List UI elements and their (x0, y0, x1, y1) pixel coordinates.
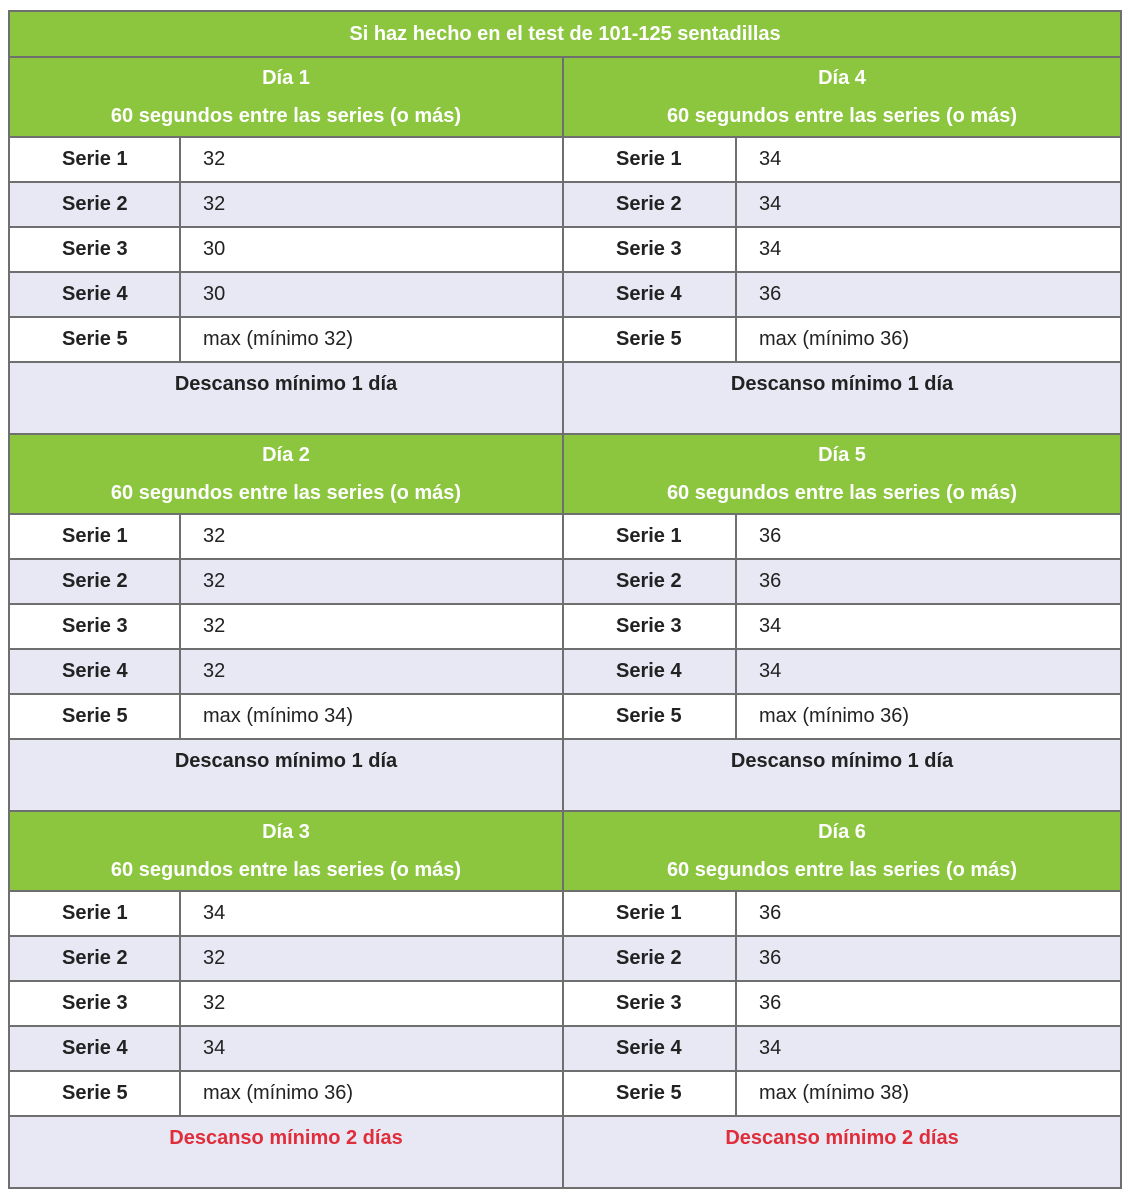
day-subtitle: 60 segundos entre las series (o más) (666, 105, 1018, 127)
table-title-text: Si haz hecho en el test de 101-125 sentadillas (349, 22, 781, 45)
series-label: Serie 4 (9, 1026, 180, 1071)
series-value: 36 (736, 936, 1121, 981)
day-title: Día 4 (818, 67, 866, 89)
series-label: Serie 3 (563, 981, 736, 1026)
table-row (9, 317, 1121, 362)
workout-plan-table (8, 10, 1122, 1189)
day-header (9, 434, 563, 514)
day-header (563, 57, 1121, 137)
series-label: Serie 3 (9, 604, 180, 649)
rest-note: Descanso mínimo 1 día (9, 739, 563, 811)
series-value: 32 (180, 137, 563, 182)
day-title: Día 6 (818, 821, 866, 843)
series-label: Serie 2 (9, 936, 180, 981)
day-subtitle: 60 segundos entre las series (o más) (666, 859, 1018, 881)
day-header-row (9, 57, 1121, 137)
day-title: Día 5 (818, 444, 866, 466)
series-label: Serie 4 (563, 649, 736, 694)
rest-row (9, 362, 1121, 434)
series-label: Serie 4 (9, 649, 180, 694)
day-title: Día 1 (262, 67, 310, 89)
day-subtitle: 60 segundos entre las series (o más) (110, 105, 462, 127)
series-value: 36 (736, 981, 1121, 1026)
series-value: 34 (736, 182, 1121, 227)
series-label: Serie 5 (9, 1071, 180, 1116)
series-label: Serie 1 (563, 891, 736, 936)
table-row (9, 1071, 1121, 1116)
day-title: Día 2 (262, 444, 310, 466)
series-value: 36 (736, 514, 1121, 559)
series-label: Serie 2 (563, 936, 736, 981)
series-value: 30 (180, 227, 563, 272)
table-row (9, 694, 1121, 739)
table-row (9, 604, 1121, 649)
table-row (9, 514, 1121, 559)
table-row (9, 137, 1121, 182)
day-title: Día 3 (262, 821, 310, 843)
series-label: Serie 3 (9, 227, 180, 272)
series-value: 34 (736, 1026, 1121, 1071)
series-label: Serie 1 (9, 137, 180, 182)
series-label: Serie 5 (9, 694, 180, 739)
rest-note: Descanso mínimo 1 día (563, 739, 1121, 811)
series-label: Serie 5 (563, 694, 736, 739)
series-value: 36 (736, 559, 1121, 604)
table-title-row (9, 11, 1121, 57)
series-label: Serie 2 (563, 559, 736, 604)
series-value: 34 (180, 891, 563, 936)
series-value: 34 (180, 1026, 563, 1071)
series-label: Serie 5 (9, 317, 180, 362)
series-value: 34 (736, 604, 1121, 649)
rest-row (9, 1116, 1121, 1188)
series-label: Serie 1 (9, 891, 180, 936)
rest-note: Descanso mínimo 2 días (563, 1116, 1121, 1188)
day-header (563, 811, 1121, 891)
series-value: 34 (736, 649, 1121, 694)
series-label: Serie 1 (563, 137, 736, 182)
day-header-row (9, 811, 1121, 891)
series-value: 32 (180, 604, 563, 649)
day-subtitle: 60 segundos entre las series (o más) (110, 859, 462, 881)
series-label: Serie 3 (563, 227, 736, 272)
series-value: 30 (180, 272, 563, 317)
series-label: Serie 5 (563, 1071, 736, 1116)
series-value: max (mínimo 36) (736, 317, 1121, 362)
workout-plan-container (8, 10, 1120, 1189)
rest-row (9, 739, 1121, 811)
table-row (9, 649, 1121, 694)
series-value: 32 (180, 514, 563, 559)
series-value: 32 (180, 182, 563, 227)
day-header (9, 57, 563, 137)
table-row (9, 227, 1121, 272)
rest-note: Descanso mínimo 1 día (9, 362, 563, 434)
series-label: Serie 2 (563, 182, 736, 227)
series-label: Serie 4 (563, 272, 736, 317)
series-label: Serie 3 (563, 604, 736, 649)
table-row (9, 936, 1121, 981)
table-title (9, 11, 1121, 57)
series-value: 32 (180, 649, 563, 694)
series-value: 34 (736, 227, 1121, 272)
series-value: 32 (180, 936, 563, 981)
rest-note: Descanso mínimo 1 día (563, 362, 1121, 434)
series-value: max (mínimo 38) (736, 1071, 1121, 1116)
series-label: Serie 4 (563, 1026, 736, 1071)
table-row (9, 891, 1121, 936)
table-row (9, 559, 1121, 604)
series-value: max (mínimo 34) (180, 694, 563, 739)
series-label: Serie 2 (9, 182, 180, 227)
series-value: 36 (736, 891, 1121, 936)
series-value: max (mínimo 36) (180, 1071, 563, 1116)
series-value: max (mínimo 36) (736, 694, 1121, 739)
series-label: Serie 5 (563, 317, 736, 362)
series-value: 36 (736, 272, 1121, 317)
day-header (9, 811, 563, 891)
rest-note: Descanso mínimo 2 días (9, 1116, 563, 1188)
series-value: 32 (180, 981, 563, 1026)
day-subtitle: 60 segundos entre las series (o más) (110, 482, 462, 504)
series-label: Serie 1 (9, 514, 180, 559)
table-row (9, 981, 1121, 1026)
day-subtitle: 60 segundos entre las series (o más) (666, 482, 1018, 504)
table-row (9, 182, 1121, 227)
day-header (563, 434, 1121, 514)
series-label: Serie 2 (9, 559, 180, 604)
series-label: Serie 1 (563, 514, 736, 559)
table-row (9, 1026, 1121, 1071)
series-value: 32 (180, 559, 563, 604)
series-value: max (mínimo 32) (180, 317, 563, 362)
day-header-row (9, 434, 1121, 514)
series-label: Serie 4 (9, 272, 180, 317)
table-row (9, 272, 1121, 317)
series-value: 34 (736, 137, 1121, 182)
series-label: Serie 3 (9, 981, 180, 1026)
